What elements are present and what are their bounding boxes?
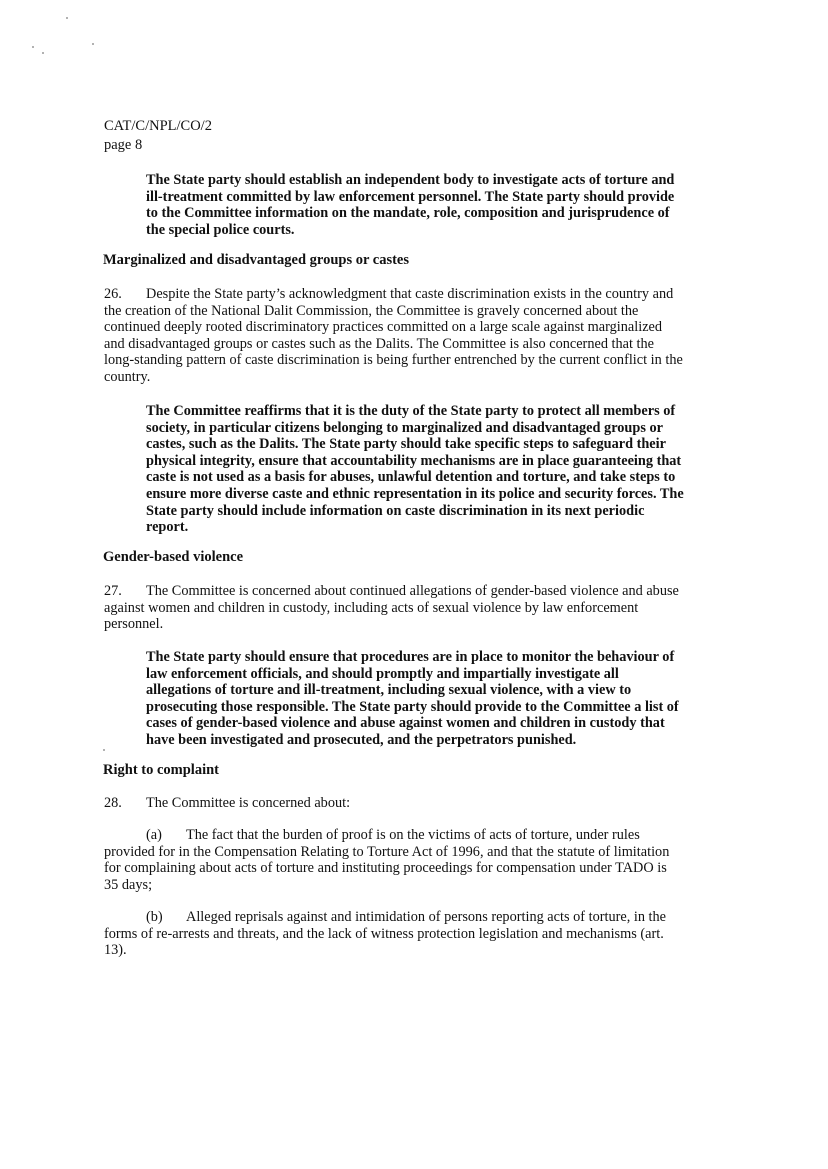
recommendation-paragraph: The State party should establish an independent body to investigate acts of torture and ill-treatment committed by law enforcement personnel. The State party should provide to the Committee information on the mandate, role, composition and jurisprudence of the special police courts.: [146, 172, 675, 238]
recommendation-paragraph: The State party should ensure that procedures are in place to monitor the behaviour of law enforcement officials, and should promptly and impartially investigate all allegations of torture and ill-treatment, including sexual violence, with a view to prosecuting those responsible. The State party should provide to the Committee a list of cases of gender-based violence and abuse against women and children in custody that have been investigated and prosecuted, and the perpetrators punished.: [146, 649, 679, 748]
section-heading: Marginalized and disadvantaged groups or castes: [103, 252, 410, 268]
subparagraph-letter: (a): [146, 827, 162, 843]
subparagraph-letter: (b): [146, 909, 163, 925]
subparagraph-text: Alleged reprisals against and intimidation of persons reporting acts of torture, in the forms of re-arrests and threats, and the lack of witness protection legislation and mechanisms (art. 13).: [104, 909, 667, 959]
subparagraph: [104, 909, 684, 959]
paragraph-number: 28.: [104, 795, 122, 811]
paragraph-text: The Committee is concerned about:: [146, 795, 351, 811]
section-heading: Right to complaint: [103, 762, 219, 778]
page-header: [104, 117, 212, 155]
page-number: page 8: [104, 137, 143, 153]
section-heading: Gender-based violence: [103, 549, 244, 565]
recommendation-paragraph: The Committee reaffirms that it is the duty of the State party to protect all members of society, in particular citizens belonging to marginalized and disadvantaged groups or castes, such as the Dalits. The State party should take specific steps to safeguard their physical integrity, ensure that accountability mechanisms are in place guaranteeing that caste is not used as a basis for abuses, unlawful detention and torture, and take steps to ensure more diverse caste and ethnic representation in its police and security forces. The State party should include information on caste discrimination in its next periodic report.: [146, 403, 684, 536]
paragraph-text: Despite the State party’s acknowledgment that caste discrimination exists in the country and the creation of the National Dalit Commission, the Committee is gravely concerned about the continued deeply rooted discriminatory practices committed on a large scale against marginalized and disadvantaged groups or castes such as the Dalits. The Committee is also concerned that the long-standing pattern of caste discrimination is being further entrenched by the current conflict in the country.: [104, 286, 683, 385]
document-symbol: CAT/C/NPL/CO/2: [104, 118, 212, 134]
numbered-paragraph: [104, 286, 684, 386]
paragraph-text: The Committee is concerned about continued allegations of gender-based violence and abuse against women and children in custody, including acts of sexual violence by law enforcement personnel.: [104, 583, 679, 633]
paragraph-number: 27.: [104, 583, 122, 599]
subparagraph: [104, 827, 684, 893]
paragraph-number: 26.: [104, 286, 122, 302]
subparagraph-text: The fact that the burden of proof is on the victims of acts of torture, under rules provided for in the Compensation Relating to Torture Act of 1996, and that the statute of limitation for complaining about acts of torture and instituting proceedings for compensation under TADO is 35 days;: [104, 827, 670, 893]
numbered-paragraph: [104, 795, 684, 812]
numbered-paragraph: [104, 583, 684, 633]
